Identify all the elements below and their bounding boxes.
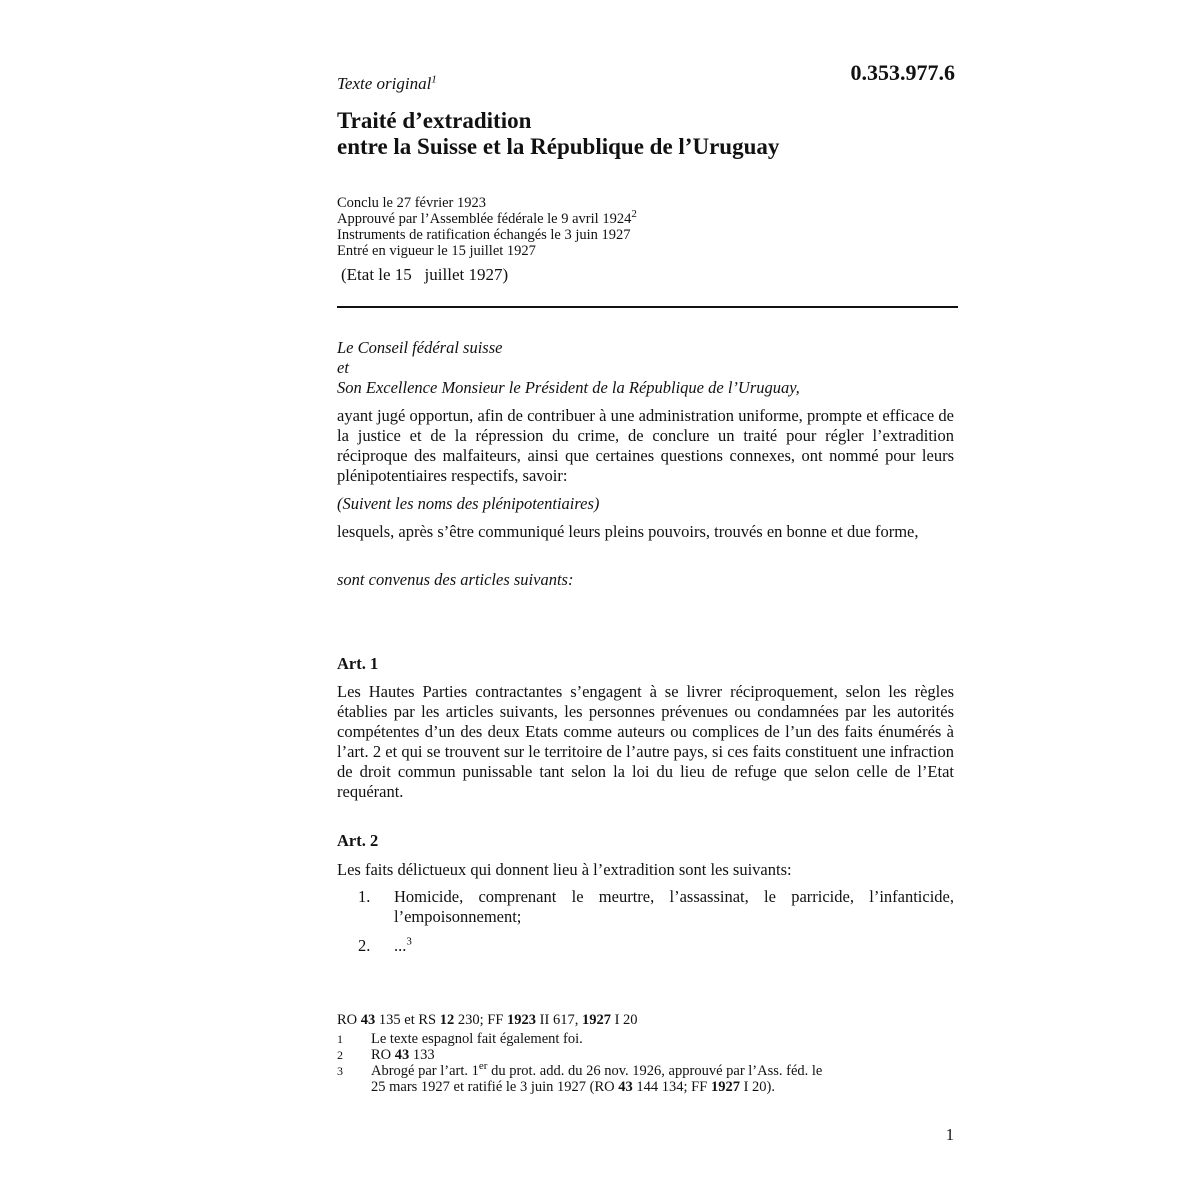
- party-uruguay: Son Excellence Monsieur le Président de la République de l’Uruguay,: [337, 378, 800, 397]
- meta-approved: [337, 208, 957, 227]
- article-1-heading: Art. 1: [337, 654, 379, 673]
- ref-ro-pages: 135 et RS: [378, 1012, 437, 1028]
- list-item-number: 2.: [358, 936, 371, 955]
- party-conjunction: et: [337, 358, 349, 377]
- original-text-caption: Texte original: [337, 74, 432, 93]
- title-line-2: entre la Suisse et la République de l’Uruguay: [337, 134, 780, 159]
- list-item-text: Homicide, comprenant le meurtre, l’assassinat, le parricide, l’infanticide, l’empoisonnement;: [394, 887, 954, 926]
- footnote-ro-page: 133: [412, 1047, 435, 1063]
- meta-approved-text: Approuvé par l’Assemblée fédérale le 9 avril 1924: [337, 211, 632, 227]
- meta-in-force: Entré en vigueur le 15 juillet 1927: [337, 243, 536, 259]
- title-line-1: Traité d’extradition: [337, 108, 532, 133]
- footnote-text-part: Abrogé par l’art. 1: [371, 1063, 479, 1079]
- header-divider: [337, 306, 958, 308]
- ref-ff-pages: II 617,: [539, 1012, 579, 1028]
- footnote-text-part: I 20).: [743, 1079, 775, 1095]
- footnote-number: 1: [337, 1032, 343, 1046]
- treaty-metadata: [337, 195, 957, 259]
- article-1-text: Les Hautes Parties contractantes s’engagent à se livrer réciproquement, selon les règles établies par les articles suivants, les personnes prévenues ou condamnées par les autorités compétentes d’un des deux Etats comme auteurs ou complices de l’un des faits énumérés à l’art. 2 et qui se trouvent sur le territoire de l’autre pays, si ces faits constituent une infraction de droit commun punissable tant selon la loi du lieu de refuge que selon celle de l’Etat requérant.: [337, 682, 954, 801]
- ref-ff-pages: I 20: [614, 1012, 638, 1028]
- footnote-ref[interactable]: 3: [406, 935, 412, 948]
- list-item: [358, 887, 954, 927]
- footnote-text-part: 144 134; FF: [636, 1079, 708, 1095]
- status-date: (Etat le 15 juillet 1927): [341, 265, 509, 284]
- list-item-ellipsis: ...: [394, 936, 407, 955]
- footnote-ro-label: RO: [371, 1047, 392, 1063]
- original-text-label: [337, 74, 437, 94]
- article-2-heading: Art. 2: [337, 831, 379, 850]
- sr-number: 0.353.977.6: [850, 60, 955, 85]
- footnote-1: [337, 1031, 897, 1047]
- agreed-articles-text: sont convenus des articles suivants:: [337, 570, 574, 589]
- ref-ff-year: 1923: [507, 1012, 537, 1028]
- ref-ff-year: 1927: [581, 1012, 611, 1028]
- party-switzerland: Le Conseil fédéral suisse: [337, 338, 503, 357]
- meta-ratification: Instruments de ratification échangés le 3 juin 1927: [337, 227, 631, 243]
- footnote-ref[interactable]: 2: [631, 208, 637, 221]
- ref-rs-pages: 230; FF: [457, 1012, 504, 1028]
- document-title: [337, 108, 957, 160]
- footnote-text: [371, 1060, 823, 1095]
- ref-ro-volume: 43: [360, 1012, 376, 1028]
- full-powers-text: lesquels, après s’être communiqué leurs pleins pouvoirs, trouvés en bonne et due forme,: [337, 522, 919, 541]
- footnote-text-part: du prot. add. du 26 nov. 1926, approuvé par l’Ass. féd. le: [491, 1063, 823, 1079]
- footnote-ro-volume: 43: [394, 1047, 410, 1063]
- footnote-superscript: er: [478, 1060, 488, 1073]
- footnote-ref[interactable]: 1: [431, 73, 437, 86]
- page-number: 1: [945, 1125, 954, 1144]
- contracting-parties: [337, 338, 954, 398]
- plenipotentiaries-note: (Suivent les noms des plénipotentiaires): [337, 494, 600, 513]
- footnote-ro-volume: 43: [618, 1079, 633, 1095]
- footnote-text-part: 25 mars 1927 et ratifié le 3 juin 1927 (RO: [371, 1079, 615, 1095]
- footnote-3: [337, 1060, 897, 1095]
- ref-rs-volume: 12: [439, 1012, 455, 1028]
- preamble-text: ayant jugé opportun, afin de contribuer à une administration uniforme, prompte et efficace de la justice et de la répression du crime, de conclure un traité pour régler l’extradition réciproque des malfaiteurs, ainsi que certaines questions connexes, ont nommé pour leurs plénipotentiaires respectifs, savoir:: [337, 406, 954, 485]
- footnote-text: [371, 1047, 435, 1063]
- footnote-number: 2: [337, 1048, 343, 1062]
- footnote-ff-year: 1927: [710, 1079, 740, 1095]
- list-item: [358, 936, 954, 956]
- meta-concluded: Conclu le 27 février 1923: [337, 195, 486, 211]
- list-item-number: 1.: [358, 887, 371, 906]
- list-item-text: [394, 936, 954, 956]
- article-2-intro: Les faits délictueux qui donnent lieu à l’extradition sont les suivants:: [337, 860, 792, 879]
- footnote-2: [337, 1047, 897, 1063]
- footnote-number: 3: [337, 1064, 343, 1078]
- footnote-text: Le texte espagnol fait également foi.: [371, 1031, 583, 1047]
- publication-references: [337, 1012, 638, 1029]
- ref-ro-label: RO: [337, 1012, 358, 1028]
